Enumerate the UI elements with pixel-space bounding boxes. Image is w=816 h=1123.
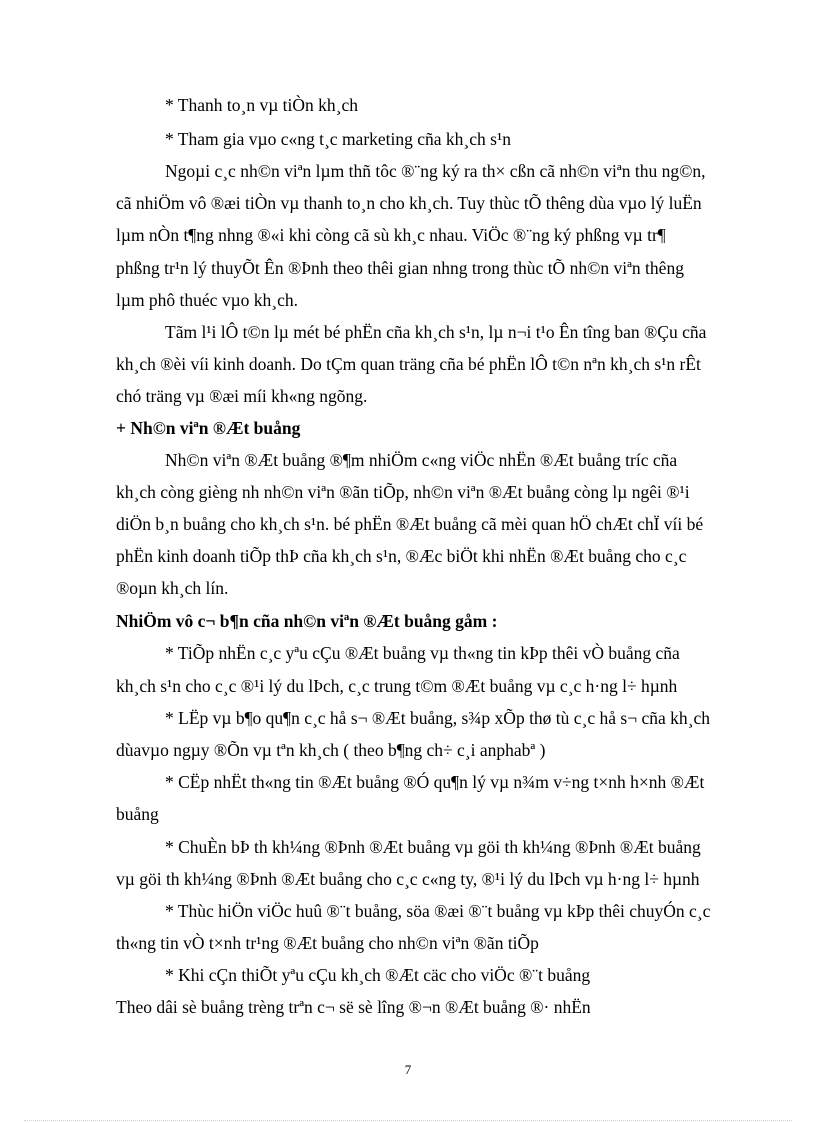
text-line: kh¸ch s¹n cho c¸c ®¹i lý du lÞch, c¸c trung t©m ®Æt buång vµ c¸c h·ng l÷ hµnh <box>116 676 678 696</box>
text-line: th«ng tin vÒ t×nh tr¹ng ®Æt buång cho nh©n viªn ®ãn tiÕp <box>116 933 539 953</box>
text-line: vµ göi th kh¼ng ®Þnh ®Æt buång cho c¸c c«ng ty, ®¹i lý du lÞch vµ h·ng l÷ hµnh <box>116 869 700 889</box>
text-line: phËn kinh doanh tiÕp thÞ cña kh¸ch s¹n, ®Æc biÖt khi nhËn ®Æt buång cho c¸c <box>116 546 687 566</box>
paragraph-start: Tãm l¹i lÔ t©n lµ mét bé phËn cña kh¸ch s¹n, lµ n¬i t¹o Ên tîng ban ®Çu cña <box>165 322 707 342</box>
list-item: * TiÕp nhËn c¸c yªu cÇu ®Æt buång vµ th«ng tin kÞp thêi vÒ buång cña <box>165 643 680 663</box>
text-line: phßng tr¹n lý thuyÕt Ên ®Þnh theo thêi gian nhng trong thùc tÕ nh©n viªn thêng <box>116 258 684 278</box>
list-item: * LËp vµ b¶o qu¶n c¸c hå s¬ ®Æt buång, s¾p xÕp thø tù c¸c hå s¬ cña kh¸ch <box>165 708 710 728</box>
list-item: * ChuÈn bÞ th kh¼ng ®Þnh ®Æt buång vµ göi th kh¼ng ®Þnh ®Æt buång <box>165 837 701 857</box>
page-bottom-divider <box>24 1120 792 1121</box>
list-item: * Thùc hiÖn viÖc huû ®¨t buång, söa ®æi ®¨t buång vµ kÞp thêi chuyÓn c¸c <box>165 901 711 921</box>
text-line: cã nhiÖm vô ®æi tiÒn vµ thanh to¸n cho kh¸ch. Tuy thùc tÕ thêng dùa vµo lý luËn <box>116 193 702 213</box>
text-line: ®oµn kh¸ch lín. <box>116 578 229 598</box>
text-line: kh¸ch ®èi víi kinh doanh. Do tÇm quan träng cña bé phËn lÔ t©n nªn kh¸ch s¹n rÊt <box>116 354 701 374</box>
text-line: lµm nÒn t¶ng nhng ®«i khi còng cã sù kh¸c nhau. ViÖc ®¨ng ký phßng vµ tr¶ <box>116 225 666 245</box>
text-line: * Thanh to¸n vµ tiÒn kh¸ch <box>165 95 358 115</box>
text-line: lµm phô thuéc vµo kh¸ch. <box>116 290 299 310</box>
text-line: kh¸ch còng gièng nh nh©n viªn ®ãn tiÕp, nh©n viªn ®Æt buång còng lµ ngêi ®¹i <box>116 482 690 502</box>
page-number: 7 <box>404 1062 412 1077</box>
paragraph-start: Nh©n viªn ®Æt buång ®¶m nhiÖm c«ng viÖc nhËn ®Æt buång tríc cña <box>165 450 678 470</box>
list-item: * CËp nhËt th«ng tin ®Æt buång ®Ó qu¶n lý vµ n¾m v÷ng t×nh h×nh ®Æt <box>165 772 705 792</box>
text-line: diÖn b¸n buång cho kh¸ch s¹n. bé phËn ®Æt buång cã mèi quan hÖ chÆt chÏ víi bé <box>116 514 704 534</box>
paragraph-start: Ngoµi c¸c nh©n viªn lµm thñ tôc ®¨ng ký ra th× cßn cã nh©n viªn thu ng©n, <box>165 161 706 181</box>
list-item: * Khi cÇn thiÕt yªu cÇu kh¸ch ®Æt cäc cho viÖc ®¨t buång <box>165 965 591 985</box>
text-line: buång <box>116 804 159 824</box>
text-line: Theo dâi sè buång trèng trªn c¬ së sè lîng ®¬n ®Æt buång ®· nhËn <box>116 997 591 1017</box>
section-heading: + Nh©n viªn ®Æt buång <box>116 418 301 438</box>
text-line: * Tham gia vµo c«ng t¸c marketing cña kh¸ch s¹n <box>165 129 511 149</box>
text-line: chó träng vµ ®æi míi kh«ng ngõng. <box>116 386 368 406</box>
text-line: dùavµo ngµy ®Õn vµ tªn kh¸ch ( theo b¶ng ch÷ c¸i anphabª ) <box>116 740 546 760</box>
subsection-heading: NhiÖm vô c¬ b¶n cña nh©n viªn ®Æt buång gåm : <box>116 611 498 631</box>
